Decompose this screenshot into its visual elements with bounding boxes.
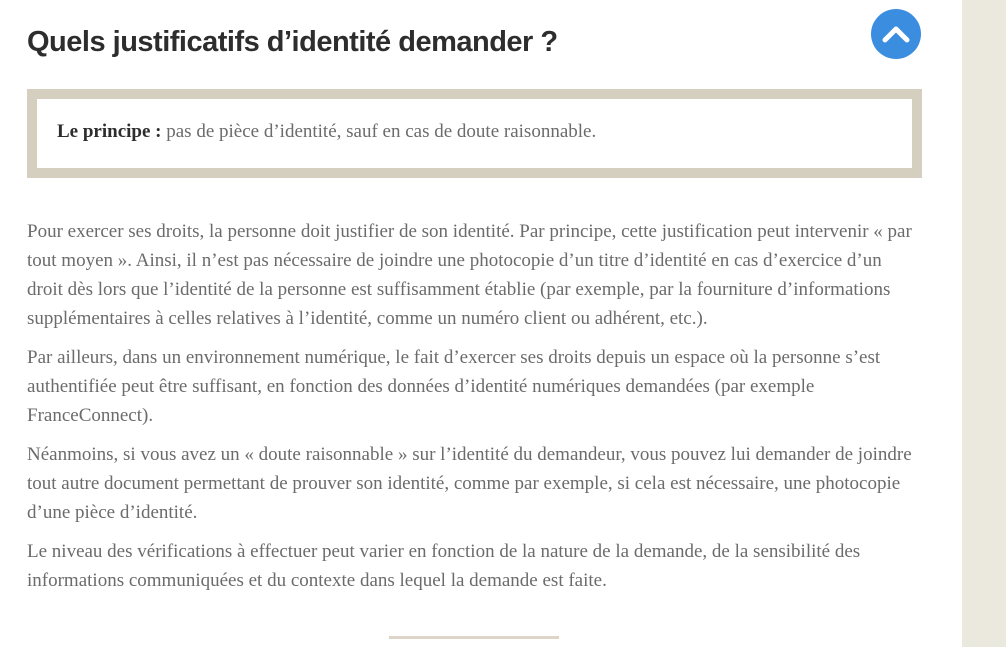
scroll-to-top-button[interactable]	[871, 9, 921, 59]
section-title: Quels justificatifs d’identité demander ?	[27, 26, 558, 58]
paragraph: Néanmoins, si vous avez un « doute raisonnable » sur l’identité du demandeur, vous pouvez lui demander de joindre tout autre document permettant de prouver son identité, comme par exemple, si cela est nécessaire, une photocopie d’une pièce d’identité.	[27, 444, 912, 523]
principle-text	[57, 121, 596, 143]
section-divider	[389, 636, 559, 639]
principle-label: Le principe :	[57, 121, 162, 142]
paragraph: Le niveau des vérifications à effectuer peut varier en fonction de la nature de la demande, de la sensibilité des informations communiquées et du contexte dans lequel la demande est faite.	[27, 541, 861, 591]
principle-box	[27, 89, 922, 178]
paragraph: Pour exercer ses droits, la personne doit justifier de son identité. Par principe, cette justification peut intervenir « par tout moyen ». Ainsi, il n’est pas nécessaire de joindre une photocopie d’un titre d’identité en cas d’exercice d’un droit dès lors que l’identité de la personne est suffisamment établie (par exemple, par la fourniture d’informations supplémentaires à celles relatives à l’identité, comme un numéro client ou adhérent, etc.).	[27, 221, 912, 329]
paragraph: Par ailleurs, dans un environnement numérique, le fait d’exercer ses droits depuis un espace où la personne s’est authentifiée peut être suffisant, en fonction des données d’identité numériques demandées (par exemple FranceConnect).	[27, 347, 881, 426]
principle-description: pas de pièce d’identité, sauf en cas de doute raisonnable.	[161, 121, 597, 142]
body-text	[27, 217, 922, 605]
right-sidebar	[962, 0, 1006, 647]
chevron-up-icon	[881, 24, 911, 44]
